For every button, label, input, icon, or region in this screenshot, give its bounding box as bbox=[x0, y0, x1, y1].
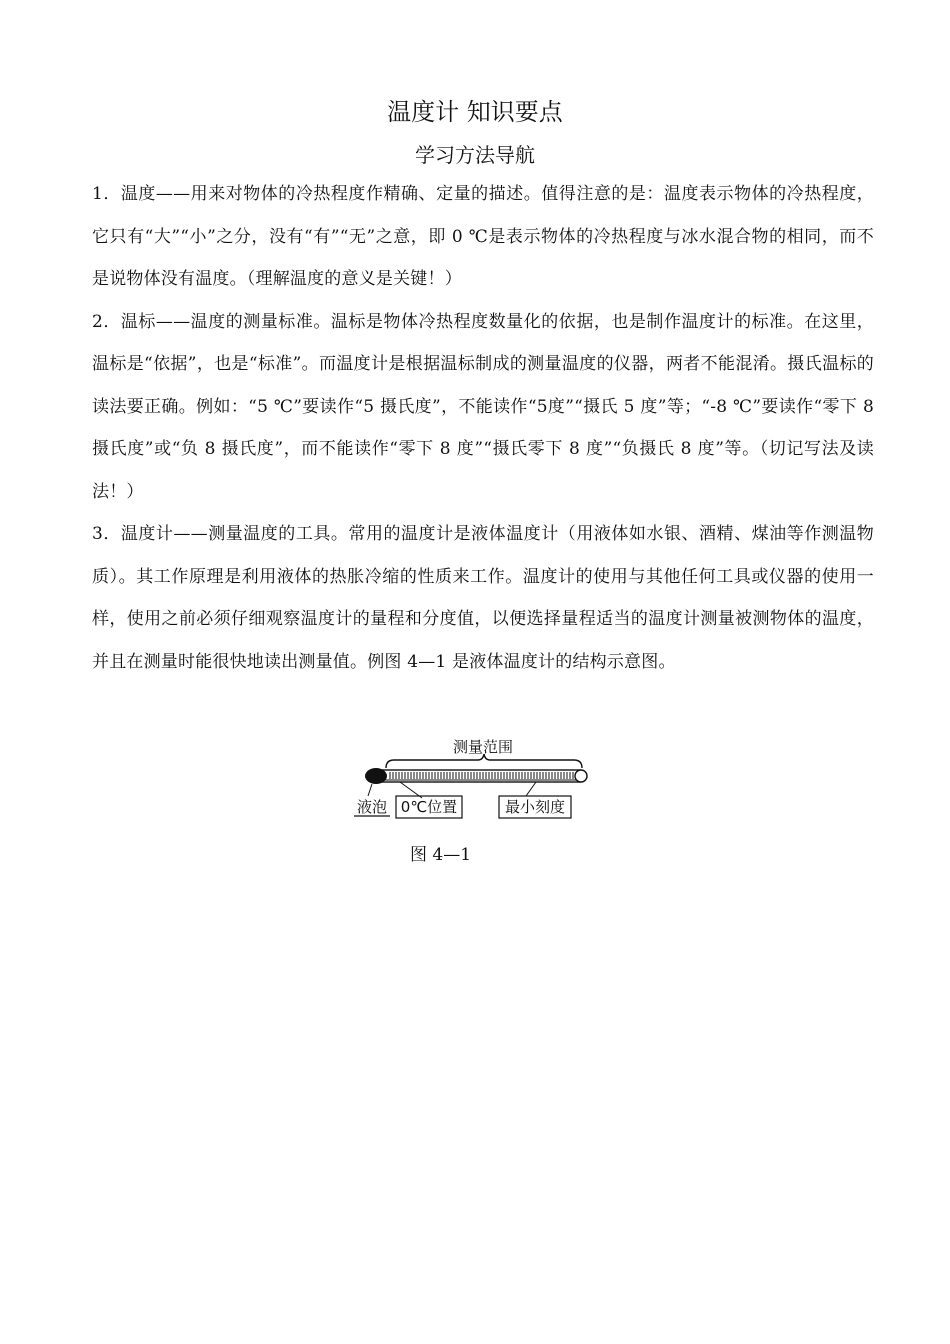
tube-end bbox=[575, 770, 587, 782]
bulb-label: 液泡 bbox=[356, 798, 388, 816]
paragraph-temperature-scale: 2．温标——温度的测量标准。温标是物体冷热程度数量化的依据，也是制作温度计的标准。在这里，温标是“依据”，也是“标准”。而温度计是根据温标制成的测量温度的仪器，两者不能混淆。摄氏温标的读法要正确。例如：“5 ℃”要读作“5 摄氏度”，不能读作“5度”“摄氏 5 度”等；“-8 ℃”要读作“零下 8 摄氏度”或“负 8 摄氏度”，而不能读作“零下 8 度”“摄氏零下 8 度”“负摄氏 8 度”等。（切记写法及读法！） bbox=[92, 311, 874, 502]
bulb-icon bbox=[365, 768, 387, 784]
paragraph-temperature: 1．温度——用来对物体的冷热程度作精确、定量的描述。值得注意的是：温度表示物体的冷热程度，它只有“大”“小”之分，没有“有”“无”之意，即 0 ℃是表示物体的冷热程度与冰水混合物的相同，而不是说物体没有温度。（理解温度的意义是关键！） bbox=[92, 184, 874, 289]
page-title: 温度计 知识要点 bbox=[387, 98, 563, 126]
min-scale-pointer bbox=[526, 782, 536, 796]
document-body bbox=[92, 173, 874, 683]
min-scale-label: 最小刻度 bbox=[504, 798, 566, 816]
zero-label: 0℃位置 bbox=[400, 798, 458, 816]
figure-caption: 图 4—1 bbox=[410, 845, 472, 865]
range-brace bbox=[386, 754, 582, 768]
bulb-pointer bbox=[368, 784, 372, 796]
thermometer-figure bbox=[350, 732, 600, 828]
paragraph-thermometer: 3．温度计——测量温度的工具。常用的温度计是液体温度计（用液体如水银、酒精、煤油等作测温物质）。其工作原理是利用液体的热胀冷缩的性质来工作。温度计的使用与其他任何工具或仪器的使用一样，使用之前必须仔细观察温度计的量程和分度值，以便选择量程适当的温度计测量被测物体的温度，并且在测量时能很快地读出测量值。例图 4—1 是液体温度计的结构示意图。 bbox=[92, 524, 874, 672]
page-subtitle: 学习方法导航 bbox=[415, 143, 535, 167]
thermometer-diagram bbox=[350, 732, 600, 828]
range-label: 测量范围 bbox=[452, 738, 514, 756]
